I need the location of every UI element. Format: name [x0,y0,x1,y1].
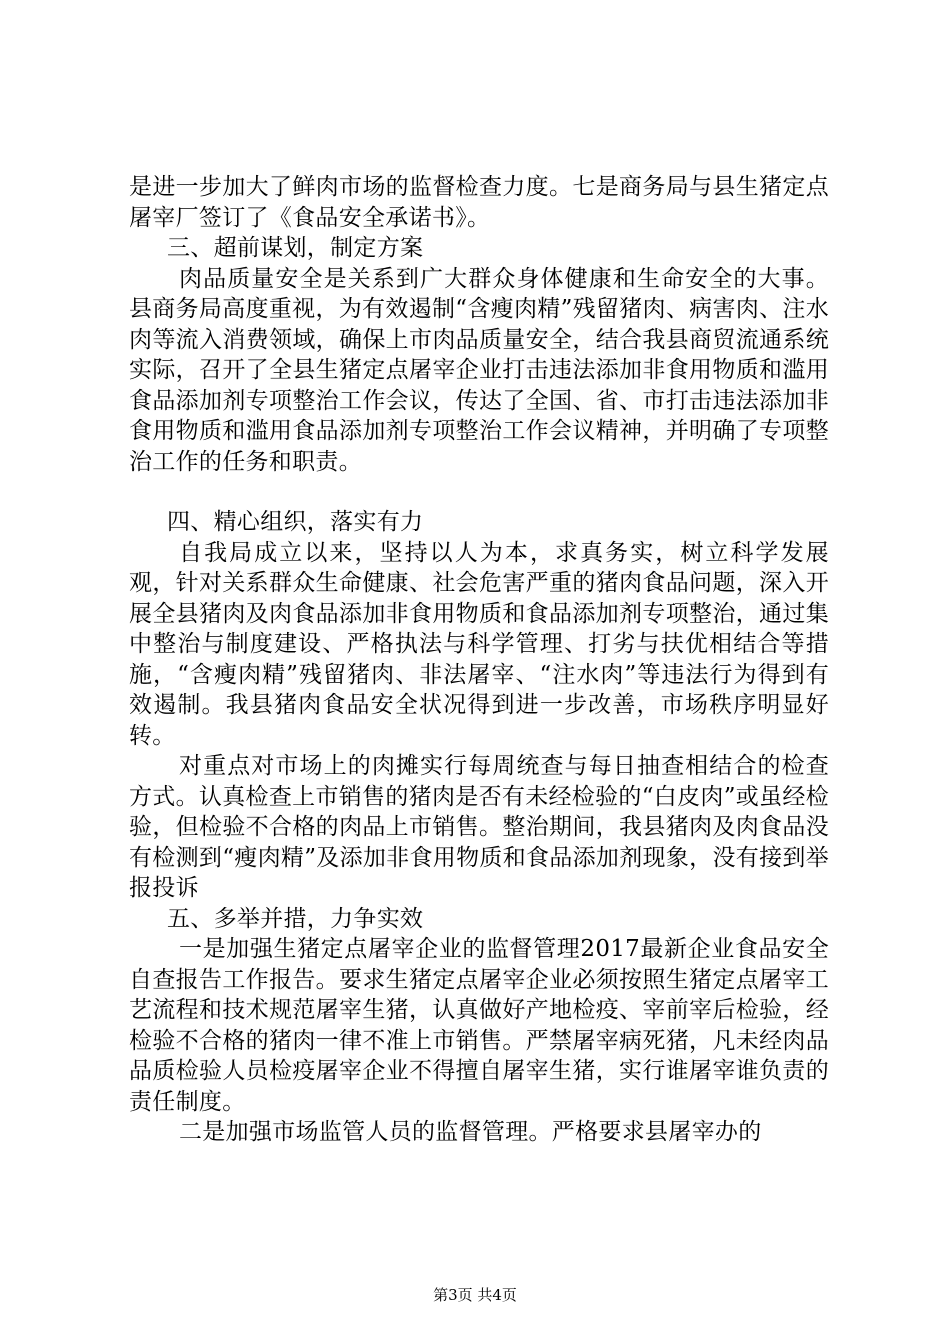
section-heading-3: 三、超前谋划，制定方案 [167,235,424,261]
section-heading-5: 五、多举并措，力争实效 [167,905,424,932]
paragraph-continuation: 是进一步加大了鲜肉市场的监督检查力度。七是商务局与县生猪定点屠宰厂签订了《食品安全承诺书》。 [129,174,829,231]
paragraph-body: 自我局成立以来，坚持以人为本，求真务实，树立科学发展观，针对关系群众生命健康、社会危害严重的猪肉食品问题，深入开展全县猪肉及肉食品添加非食用物质和食品添加剂专项整治，通过集中整治与制度建设、严格执法与科学管理、打劣与扶优相结合等措施，“含瘦肉精”残留猪肉、非法屠宰、“注水肉”等违法行为得到有效遏制。我县猪肉食品安全状况得到进一步改善，市场秩序明显好转。 [129,539,829,749]
section-heading-4: 四、精心组织，落实有力 [167,509,424,535]
paragraph-body: 一是加强生猪定点屠宰企业的监督管理2017最新企业食品安全自查报告工作报告。要求生猪定点屠宰企业必须按照生猪定点屠宰工艺流程和技术规范屠宰生猪，认真做好产地检疫、宰前宰后检验，经检验不合格的猪肉一律不准上市销售。严禁屠宰病死猪，凡未经肉品品质检验人员检疫屠宰企业不得擅自屠宰生猪，实行谁屠宰谁负责的责任制度。 [129,936,829,1115]
paragraph-gap [129,477,829,507]
paragraph-body: 对重点对市场上的肉摊实行每周统查与每日抽查相结合的检查方式。认真检查上市销售的猪肉是否有未经检验的“白皮肉”或虽经检验，但检验不合格的肉品上市销售。整治期间，我县猪肉及肉食品没有检测到“瘦肉精”及添加非食用物质和食品添加剂现象，没有接到举报投诉 [129,753,829,901]
paragraph-body: 二是加强市场监管人员的监督管理。严格要求县屠宰办的 [179,1119,762,1145]
paragraph-body: 肉品质量安全是关系到广大群众身体健康和生命安全的大事。县商务局高度重视，为有效遏制“含瘦肉精”残留猪肉、病害肉、注水肉等流入消费领域，确保上市肉品质量安全，结合我县商贸流通系统实际，召开了全县生猪定点屠宰企业打击违法添加非食用物质和滥用食品添加剂专项整治工作会议，传达了全国、省、市打击违法添加非食用物质和滥用食品添加剂专项整治工作会议精神，并明确了专项整治工作的任务和职责。 [129,265,829,475]
page-number-footer: 第3页 共4页 [433,1286,517,1304]
document-body [129,172,829,1148]
